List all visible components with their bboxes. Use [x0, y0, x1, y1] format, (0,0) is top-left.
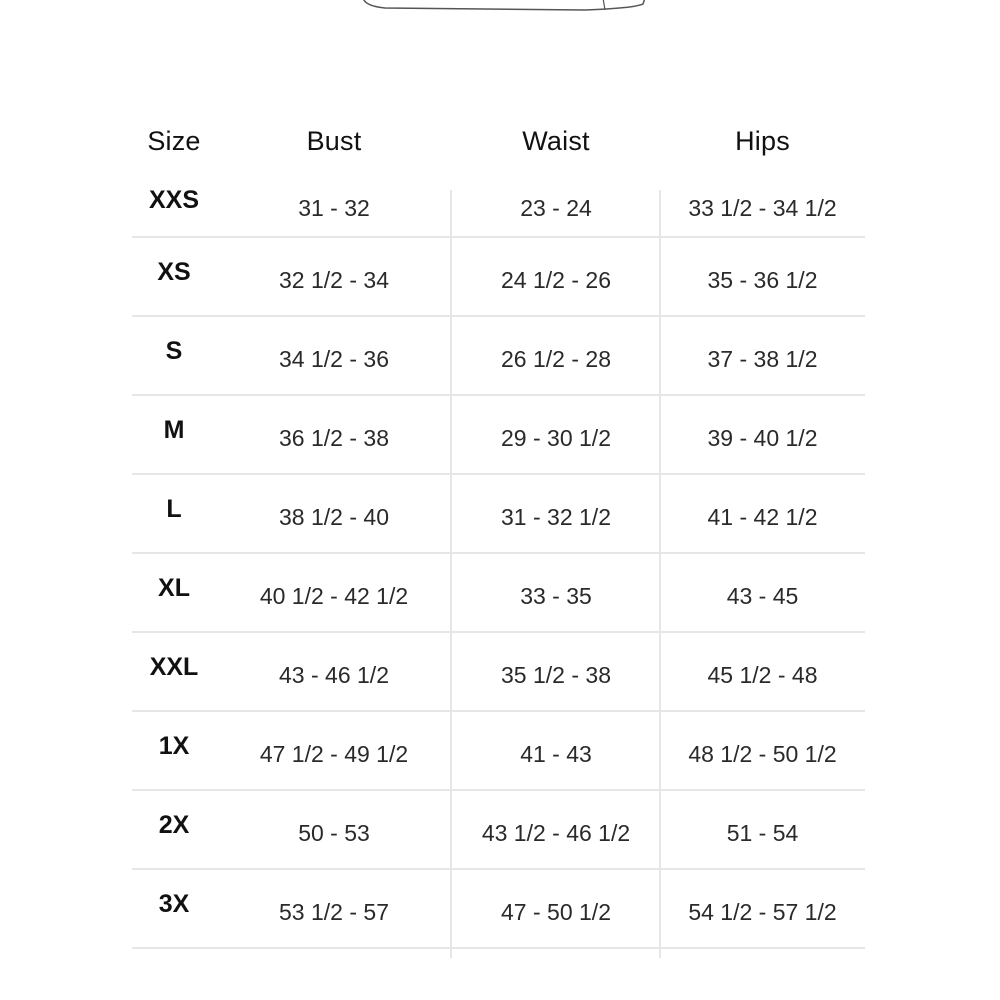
- hips-value: 37 - 38 1/2: [707, 346, 818, 372]
- table-row: [132, 554, 865, 633]
- bust-value: 50 - 53: [298, 820, 370, 846]
- size-chart-table: [132, 110, 865, 949]
- table-body: [132, 172, 865, 949]
- hips-value: 33 1/2 - 34 1/2: [688, 194, 837, 221]
- bust-value: 36 1/2 - 38: [279, 425, 389, 451]
- header-waist: Waist: [522, 125, 590, 156]
- header-bust: Bust: [306, 125, 362, 156]
- hips-value: 43 - 45: [726, 583, 799, 609]
- table-row: [132, 172, 865, 238]
- bust-value: 40 1/2 - 42 1/2: [259, 583, 409, 609]
- size-label: M: [163, 416, 185, 444]
- header-hips: Hips: [735, 125, 790, 156]
- size-label: 1X: [158, 732, 190, 760]
- table-row: [132, 791, 865, 870]
- bust-value: 31 - 32: [298, 194, 370, 221]
- size-label: L: [166, 495, 182, 523]
- waist-value: 26 1/2 - 28: [501, 346, 611, 372]
- waist-value: 47 - 50 1/2: [501, 899, 611, 925]
- table-row: [132, 238, 865, 317]
- waist-value: 43 1/2 - 46 1/2: [481, 820, 631, 846]
- hips-value: 48 1/2 - 50 1/2: [688, 741, 837, 767]
- bust-value: 34 1/2 - 36: [279, 346, 389, 372]
- table-header-row: [132, 110, 865, 172]
- table-row: [132, 317, 865, 396]
- hips-value: 45 1/2 - 48: [707, 662, 818, 688]
- waist-value: 31 - 32 1/2: [501, 504, 611, 530]
- size-label: XXL: [149, 653, 199, 681]
- table-row: [132, 475, 865, 554]
- hips-value: 54 1/2 - 57 1/2: [688, 899, 837, 925]
- hips-value: 39 - 40 1/2: [707, 425, 818, 451]
- size-label: XS: [157, 258, 191, 286]
- waist-value: 41 - 43: [520, 741, 592, 767]
- header-size: Size: [147, 125, 201, 156]
- table-row: [132, 396, 865, 475]
- size-label: XXS: [148, 185, 200, 214]
- table-row: [132, 712, 865, 791]
- waist-value: 33 - 35: [520, 583, 592, 609]
- bust-value: 43 - 46 1/2: [279, 662, 389, 688]
- bust-value: 47 1/2 - 49 1/2: [259, 741, 409, 767]
- bust-value: 53 1/2 - 57: [279, 899, 389, 925]
- size-label: S: [165, 337, 183, 365]
- table-row: [132, 870, 865, 949]
- waist-value: 35 1/2 - 38: [501, 662, 611, 688]
- bust-value: 32 1/2 - 34: [279, 267, 389, 293]
- waist-value: 23 - 24: [520, 194, 592, 221]
- size-label: 3X: [158, 890, 190, 918]
- waist-value: 24 1/2 - 26: [501, 267, 611, 293]
- hips-value: 35 - 36 1/2: [707, 267, 818, 293]
- bust-value: 38 1/2 - 40: [279, 504, 389, 530]
- waist-value: 29 - 30 1/2: [501, 425, 611, 451]
- garment-illustration-fragment: [355, 0, 655, 14]
- size-label: 2X: [158, 811, 190, 839]
- hips-value: 41 - 42 1/2: [707, 504, 818, 530]
- hips-value: 51 - 54: [726, 820, 799, 846]
- size-label: XL: [158, 574, 190, 602]
- table-row: [132, 633, 865, 712]
